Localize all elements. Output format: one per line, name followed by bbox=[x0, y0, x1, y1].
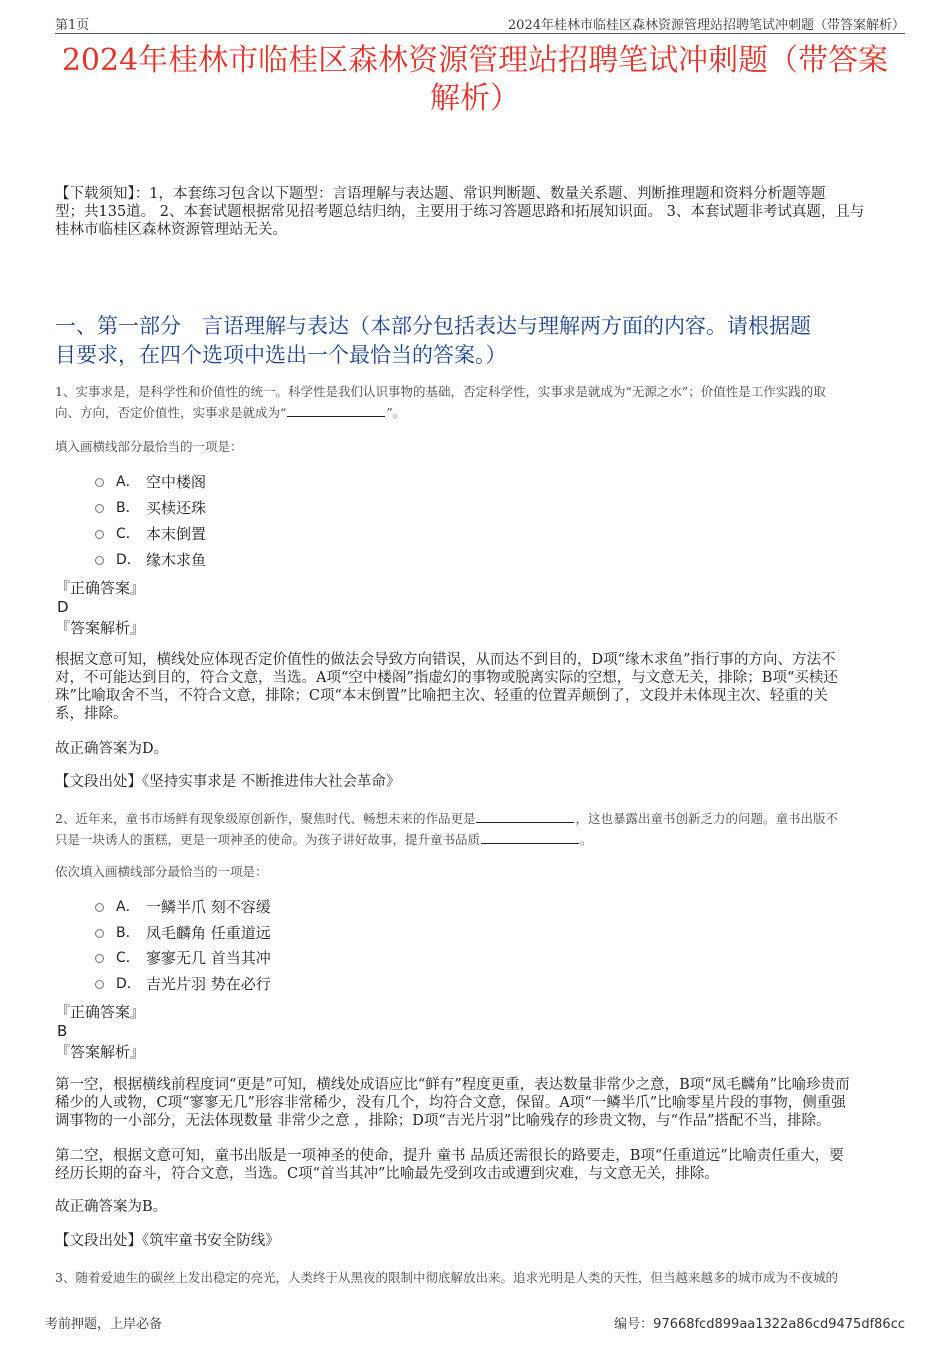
option-letter: B． bbox=[116, 500, 140, 516]
analysis-line: 珠”比喻取舍不当，不符合文意，排除；C项“本末倒置”比喻把主次、轻重的位置弄颠倒了，文段并未体现主次、轻重的关 bbox=[55, 688, 828, 704]
question-3-stem: 3、随着爱迪生的碳丝上发出稳定的亮光，人类终于从黑夜的限制中彻底解放出来。追求光明是人类的天性，但当越来越多的城市成为不夜城的 bbox=[55, 1270, 838, 1285]
stem-text: ，这也暴露出童书创新乏力的问题。童书出版不 bbox=[575, 811, 838, 826]
question-2-conclusion: 故正确答案为B。 bbox=[55, 1199, 168, 1215]
option-text: 凤毛麟角 任重道远 bbox=[146, 924, 271, 942]
section-heading bbox=[55, 312, 895, 370]
radio-icon[interactable] bbox=[95, 980, 104, 989]
analysis-line: 调事物的一小部分，无法体现数量 非常少之意 ，排除；D项“吉光片羽”比喻残存的珍贵文物，与“作品”搭配不当，排除。 bbox=[55, 1113, 831, 1129]
analysis-line: 第二空，根据文意可知，童书出版是一项神圣的使命，提升 童书 品质还需很长的路要走，B项“任重道远”比喻责任重大，要 bbox=[55, 1148, 844, 1164]
option-letter: D． bbox=[116, 976, 141, 992]
stem-line: 1、实事求是，是科学性和价值性的统一。科学性是我们认识事物的基础，否定科学性，实事求是就成为“无源之水”；价值性是工作实践的取 bbox=[55, 384, 826, 399]
header-divider bbox=[55, 33, 905, 34]
option-letter: B． bbox=[116, 925, 140, 941]
option-letter: D． bbox=[116, 552, 141, 568]
option-text: 寥寥无几 首当其冲 bbox=[146, 949, 271, 967]
stem-text: ”。 bbox=[386, 405, 406, 420]
stem-line bbox=[55, 829, 895, 850]
q1-option-c[interactable] bbox=[95, 524, 206, 544]
option-letter: A． bbox=[116, 899, 140, 915]
section-heading-line: 一、第一部分 言语理解与表达（本部分包括表达与理解两方面的内容。请根据题 bbox=[55, 314, 811, 338]
question-2-prompt: 依次填入画横线部分最恰当的一项是： bbox=[55, 864, 268, 879]
question-1-analysis bbox=[55, 651, 895, 723]
question-2-analysis-first bbox=[55, 1076, 895, 1130]
document-title bbox=[55, 42, 895, 118]
option-text: 买椟还珠 bbox=[146, 499, 207, 517]
radio-icon[interactable] bbox=[95, 903, 104, 912]
radio-icon[interactable] bbox=[95, 954, 104, 963]
question-2-source bbox=[55, 1232, 895, 1250]
question-1-source bbox=[55, 773, 895, 791]
analysis-line: 根据文意可知，横线处应体现否定价值性的做法会导致方向错误，从而达不到目的，D项“缘木求鱼”指行事的方向、方法不 bbox=[55, 652, 836, 668]
q1-option-d[interactable] bbox=[95, 550, 206, 570]
section-heading-line: 目要求，在四个选项中选出一个最恰当的答案。） bbox=[55, 343, 507, 367]
code-value: 97668fcd899aa1322a86cd9475df86cc bbox=[653, 1317, 905, 1332]
title-line-2: 解析） bbox=[430, 81, 520, 116]
option-text: 一鳞半爪 刻不容缓 bbox=[146, 898, 271, 916]
source-label: 【文段出处】 bbox=[55, 1233, 142, 1249]
fill-blank bbox=[481, 832, 579, 844]
running-title: 2024年桂林市临桂区森林资源管理站招聘笔试冲刺题（带答案解析） bbox=[507, 18, 905, 33]
footer-code bbox=[614, 1313, 905, 1332]
code-label: 编号： bbox=[614, 1317, 654, 1332]
q1-option-a[interactable] bbox=[95, 472, 206, 492]
option-text: 本末倒置 bbox=[146, 525, 207, 543]
radio-icon[interactable] bbox=[95, 478, 104, 487]
fill-blank bbox=[476, 811, 574, 823]
source-label: 【文段出处】 bbox=[55, 774, 142, 790]
q1-option-b[interactable] bbox=[95, 498, 206, 518]
analysis-line: 稀少的人或物，C项“寥寥无几”形容非常稀少，没有几个，均符合文意，保留。A项“一鳞半爪”比喻零星片段的事物，侧重强 bbox=[55, 1095, 846, 1111]
source-title: 《筑牢童书安全防线》 bbox=[142, 1233, 280, 1249]
option-letter: C． bbox=[116, 950, 140, 966]
notice-line: 【下载须知】：1，本套练习包含以下题型：言语理解与表达题、常识判断题、数量关系题、判断推理题和资料分析题等题 bbox=[55, 186, 826, 202]
notice-line: 桂林市临桂区森林资源管理站无关。 bbox=[55, 222, 287, 238]
question-1-prompt: 填入画横线部分最恰当的一项是： bbox=[55, 439, 243, 454]
q2-option-d[interactable] bbox=[95, 974, 271, 994]
stem-text: 2、近年来，童书市场鲜有现象级原创新作，聚焦时代、畅想未来的作品更是 bbox=[55, 811, 476, 826]
q2-option-b[interactable] bbox=[95, 923, 271, 943]
analysis-label: 『答案解析』 bbox=[55, 619, 146, 637]
radio-icon[interactable] bbox=[95, 504, 104, 513]
analysis-label: 『答案解析』 bbox=[55, 1043, 146, 1061]
question-1-stem bbox=[55, 381, 895, 423]
fill-blank bbox=[287, 405, 385, 417]
correct-answer-label: 『正确答案』 bbox=[55, 579, 146, 597]
radio-icon[interactable] bbox=[95, 530, 104, 539]
stem-text: 只是一块诱人的蛋糕，更是一项神圣的使命。为孩子讲好故事，提升童书品质 bbox=[55, 832, 481, 847]
option-letter: C． bbox=[116, 526, 140, 542]
stem-line bbox=[55, 402, 895, 423]
q2-option-c[interactable] bbox=[95, 948, 271, 968]
stem-line bbox=[55, 808, 895, 829]
analysis-line: 系，排除。 bbox=[55, 706, 128, 722]
q2-option-a[interactable] bbox=[95, 897, 271, 917]
download-notice bbox=[55, 185, 895, 239]
radio-icon[interactable] bbox=[95, 556, 104, 565]
question-2-analysis-second bbox=[55, 1147, 895, 1183]
option-text: 吉光片羽 势在必行 bbox=[146, 975, 271, 993]
page-number: 第1页 bbox=[55, 18, 90, 33]
correct-answer-label: 『正确答案』 bbox=[55, 1003, 146, 1021]
question-1-conclusion: 故正确答案为D。 bbox=[55, 741, 169, 757]
analysis-line: 对，不可能达到目的，符合文意，当选。A项“空中楼阁”指虚幻的事物或脱离实际的空想，与文意无关，排除；B项“买椟还 bbox=[55, 670, 838, 686]
title-line-1: 2024年桂林市临桂区森林资源管理站招聘笔试冲刺题（带答案 bbox=[61, 43, 889, 78]
option-text: 空中楼阁 bbox=[146, 473, 207, 491]
analysis-line: 第一空，根据横线前程度词“更是”可知，横线处成语应比“鲜有”程度更重，表达数量非常少之意，B项“凤毛麟角”比喻珍贵而 bbox=[55, 1077, 850, 1093]
notice-line: 型；共135道。 2、本套试题根据常见招考题总结归纳，主要用于练习答题思路和拓展知识面。 3、本套试题非考试真题，且与 bbox=[55, 204, 865, 220]
correct-answer-value: B bbox=[57, 1022, 68, 1040]
radio-icon[interactable] bbox=[95, 929, 104, 938]
stem-text: 向、方向，否定价值性，实事求是就成为“ bbox=[55, 405, 287, 420]
footer-slogan: 考前押题，上岸必备 bbox=[45, 1317, 163, 1332]
source-title: 《坚持实事求是 不断推进伟大社会革命》 bbox=[142, 774, 401, 790]
correct-answer-value: D bbox=[57, 598, 69, 616]
analysis-line: 经历长期的奋斗，符合文意，当选。C项“首当其冲”比喻最先受到攻击或遭到灾难，与文意无关，排除。 bbox=[55, 1166, 719, 1182]
stem-text: 。 bbox=[580, 832, 593, 847]
option-letter: A． bbox=[116, 474, 140, 490]
question-2-stem bbox=[55, 808, 895, 850]
option-text: 缘木求鱼 bbox=[146, 551, 207, 569]
